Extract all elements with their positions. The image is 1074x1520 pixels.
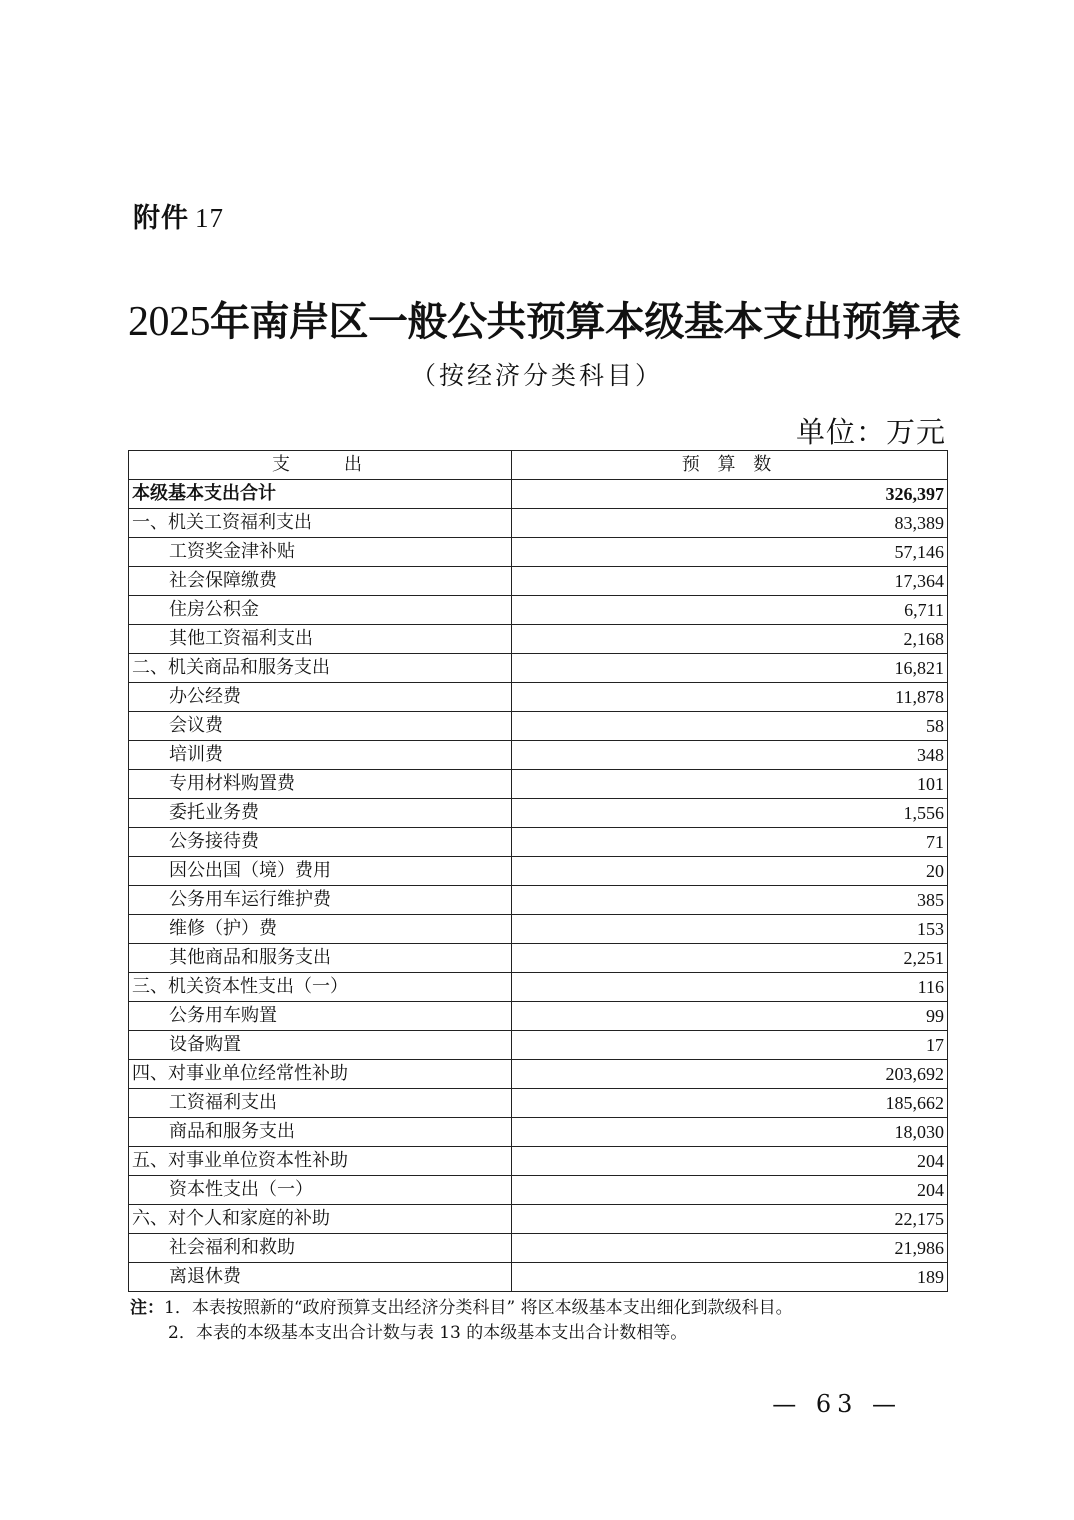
row-item-value: 58 [512,712,948,741]
table-row [129,741,948,770]
note-line-1 [130,1296,793,1321]
row-item-value: 83,389 [512,509,948,538]
row-item-name: 离退休费 [129,1263,512,1292]
row-item-name: 维修（护）费 [129,915,512,944]
row-item-value: 99 [512,1002,948,1031]
table-row [129,799,948,828]
row-item-name: 其他工资福利支出 [129,625,512,654]
table-row [129,1147,948,1176]
table-row [129,683,948,712]
table-row [129,1176,948,1205]
row-item-value: 18,030 [512,1118,948,1147]
row-item-value: 153 [512,915,948,944]
row-item-name: 工资奖金津补贴 [129,538,512,567]
table-row [129,973,948,1002]
row-item-name: 公务接待费 [129,828,512,857]
unit-label: 单位：万元 [795,415,946,449]
title-year: 2025 [128,299,210,345]
row-item-name: 六、对个人和家庭的补助 [129,1205,512,1234]
table-row [129,712,948,741]
notes-label: 注： [130,1298,164,1318]
row-item-value: 189 [512,1263,948,1292]
table-row [129,828,948,857]
table-row [129,1002,948,1031]
row-item-name: 培训费 [129,741,512,770]
table-row [129,915,948,944]
note-item-2: 2．本表的本级基本支出合计数与表 13 的本级基本支出合计数相等。 [168,1323,688,1343]
row-item-name: 因公出国（境）费用 [129,857,512,886]
row-item-value: 101 [512,770,948,799]
row-item-name: 三、机关资本性支出（一） [129,973,512,1002]
row-item-value: 204 [512,1176,948,1205]
row-item-value: 116 [512,973,948,1002]
row-item-name: 一、机关工资福利支出 [129,509,512,538]
table-row [129,509,948,538]
table-row [129,538,948,567]
row-item-value: 2,251 [512,944,948,973]
row-item-value: 17 [512,1031,948,1060]
row-item-value: 20 [512,857,948,886]
row-item-name: 会议费 [129,712,512,741]
row-item-value: 6,711 [512,596,948,625]
row-item-value: 16,821 [512,654,948,683]
row-item-name: 五、对事业单位资本性补助 [129,1147,512,1176]
table-row [129,654,948,683]
table-row [129,1060,948,1089]
row-item-value: 1,556 [512,799,948,828]
table-body [129,480,948,1292]
table-row [129,770,948,799]
row-item-name: 设备购置 [129,1031,512,1060]
note-line-2 [130,1321,793,1346]
table-row [129,1263,948,1292]
row-item-name: 公务用车购置 [129,1002,512,1031]
attachment-label [133,196,224,235]
row-item-value: 204 [512,1147,948,1176]
row-item-value: 21,986 [512,1234,948,1263]
row-item-value: 348 [512,741,948,770]
attachment-number: 17 [195,203,224,233]
row-item-value: 203,692 [512,1060,948,1089]
row-item-name: 社会保障缴费 [129,567,512,596]
attachment-text: 附件 [133,203,189,234]
row-item-name: 商品和服务支出 [129,1118,512,1147]
header-budget: 预 算 数 [512,451,948,480]
row-item-name: 资本性支出（一） [129,1176,512,1205]
row-item-name: 公务用车运行维护费 [129,886,512,915]
table-row [129,1031,948,1060]
row-item-value: 57,146 [512,538,948,567]
table-notes [130,1296,793,1346]
row-item-name: 专用材料购置费 [129,770,512,799]
row-item-name: 其他商品和服务支出 [129,944,512,973]
row-item-value: 17,364 [512,567,948,596]
note-item-1: 1．本表按照新的“政府预算支出经济分类科目” 将区本级基本支出细化到款级科目。 [164,1298,793,1318]
row-item-name: 四、对事业单位经常性补助 [129,1060,512,1089]
row-item-value: 385 [512,886,948,915]
table-row [129,944,948,973]
title-text: 年南岸区一般公共预算本级基本支出预算表 [210,299,961,345]
header-expenditure: 支 出 [129,451,512,480]
table-header-row [129,451,948,480]
row-item-name: 社会福利和救助 [129,1234,512,1263]
table-row [129,1234,948,1263]
row-item-name: 二、机关商品和服务支出 [129,654,512,683]
page-subtitle: （按经济分类科目） [410,361,663,390]
table-row [129,480,948,509]
row-item-name: 办公经费 [129,683,512,712]
table-row [129,886,948,915]
table-row [129,596,948,625]
table-row [129,857,948,886]
row-item-value: 22,175 [512,1205,948,1234]
page-title [128,290,961,347]
row-item-value: 71 [512,828,948,857]
row-item-value: 11,878 [512,683,948,712]
page-number: — 63 — [772,1390,902,1418]
row-item-value: 326,397 [512,480,948,509]
row-item-name: 工资福利支出 [129,1089,512,1118]
row-item-value: 185,662 [512,1089,948,1118]
table-row [129,1089,948,1118]
row-item-name: 住房公积金 [129,596,512,625]
table-row [129,1118,948,1147]
row-item-name: 本级基本支出合计 [129,480,512,509]
row-item-value: 2,168 [512,625,948,654]
budget-table [128,450,948,1292]
table-row [129,1205,948,1234]
table-row [129,625,948,654]
row-item-name: 委托业务费 [129,799,512,828]
table-row [129,567,948,596]
